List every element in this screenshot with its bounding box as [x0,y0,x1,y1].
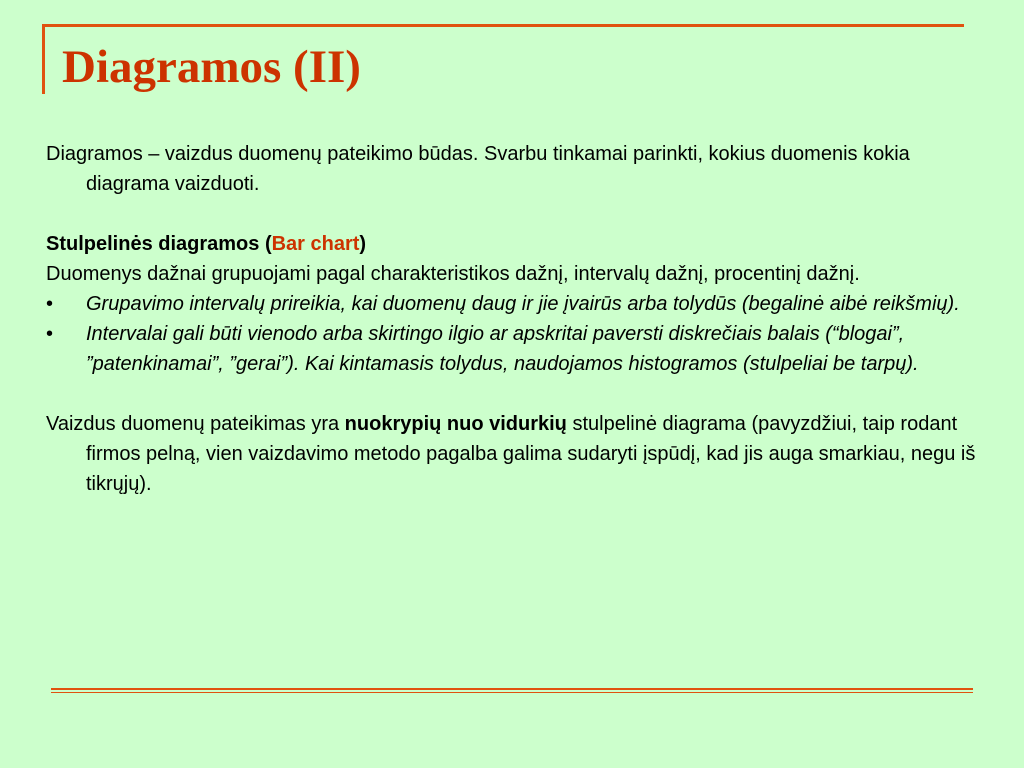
section-heading-suffix: ) [359,233,367,255]
bullet-marker: • [46,323,54,345]
closing-paragraph [46,409,976,499]
closing-prefix: Vaizdus duomenų pateikimas yra [46,413,345,435]
footer-rule-thin [51,692,973,693]
intro-paragraph: Diagramos – vaizdus duomenų pateikimo būdas. Svarbu tinkamai parinkti, kokius duomenis kokia diagrama vaizduoti. [46,143,910,195]
bullet-text: Grupavimo intervalų prireikia, kai duomenų daug ir jie įvairūs arba tolydūs (begalinė aibė reikšmių). [86,293,960,315]
slide-title: Diagramos (II) [62,41,361,93]
closing-bold-term: nuokrypių nuo vidurkių [344,413,567,435]
footer-rule-thick [51,688,973,690]
closing-suffix: stulpelinė diagrama (pavyzdžiui, taip rodant firmos pelną, vien vaizdavimo metodo pagalba galima sudaryti įspūdį, kad jis auga smarkiau, negu iš tikrųjų). [86,413,976,495]
section-description: Duomenys dažnai grupuojami pagal charakteristikos dažnį, intervalų dažnį, procentinį dažnį. [46,263,860,285]
section-heading-prefix: Stulpelinės diagramos ( [46,233,272,255]
title-frame-horizontal-line [42,24,964,27]
bullet-item [46,289,976,319]
bullet-marker: • [46,293,54,315]
section-heading [46,229,976,259]
slide-body [46,139,976,499]
spacer [46,199,976,229]
bullet-item [46,319,976,379]
spacer [46,379,976,409]
section-heading-accent: Bar chart [271,233,360,255]
title-frame-vertical-line [42,24,45,94]
bullet-text: Intervalai gali būti vienodo arba skirtingo ilgio ar apskritai paversti diskrečiais balais (“blogai”, ”patenkinamai”, ”gerai”). Kai kintamasis tolydus, naudojamos histogramos (stulpeliai be tarpų). [86,323,919,375]
